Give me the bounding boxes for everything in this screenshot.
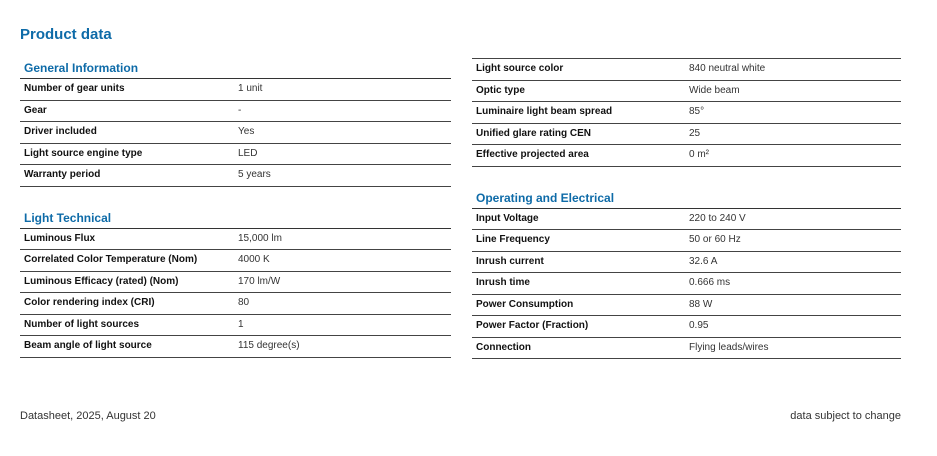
table-row	[20, 122, 451, 144]
table-row	[472, 59, 901, 81]
table-row	[472, 102, 901, 124]
row-label: Connection	[476, 341, 531, 353]
table-row	[472, 252, 901, 274]
section-heading-light-technical: Light Technical	[20, 208, 451, 229]
row-label: Light source engine type	[24, 147, 143, 159]
row-value: -	[238, 104, 242, 116]
row-value: 15,000 lm	[238, 232, 282, 244]
table-row	[20, 293, 451, 315]
row-value: Flying leads/wires	[689, 341, 769, 353]
row-value: Wide beam	[689, 84, 740, 96]
section-spacer	[20, 187, 451, 208]
row-label: Driver included	[24, 126, 97, 137]
row-value: 0 m²	[689, 149, 709, 160]
row-label: Beam angle of light source	[24, 340, 152, 351]
optical-table	[472, 58, 901, 167]
row-label: Input Voltage	[476, 212, 539, 224]
row-value: LED	[238, 147, 258, 159]
row-value: 85°	[689, 106, 705, 117]
light-technical-table	[20, 229, 451, 358]
row-label: Light source color	[476, 63, 564, 74]
row-label: Inrush current	[476, 255, 544, 267]
row-value: 1 unit	[238, 83, 263, 94]
row-value: 840 neutral white	[689, 63, 766, 74]
table-row	[20, 272, 451, 294]
row-value: 220 to 240 V	[689, 212, 746, 224]
table-row	[472, 273, 901, 295]
row-value: Yes	[238, 126, 255, 137]
table-row	[472, 81, 901, 103]
row-value: 170 lm/W	[238, 275, 281, 287]
footer-date: Datasheet, 2025, August 20	[20, 410, 156, 422]
row-value: 115 degree(s)	[238, 340, 300, 351]
table-row	[20, 336, 451, 358]
electrical-table	[472, 209, 901, 360]
section-heading-operating-electrical: Operating and Electrical	[472, 188, 901, 209]
row-value: 80	[238, 297, 250, 308]
table-row	[472, 338, 901, 360]
row-value: 0.666 ms	[689, 277, 731, 288]
row-label: Warranty period	[24, 169, 101, 180]
row-label: Unified glare rating CEN	[476, 127, 592, 139]
table-row	[472, 230, 901, 252]
section-heading-general: General Information	[20, 58, 451, 79]
row-value: 1	[238, 318, 244, 330]
table-row	[472, 145, 901, 167]
row-label: Color rendering index (CRI)	[24, 297, 155, 308]
row-label: Correlated Color Temperature (Nom)	[24, 254, 198, 265]
table-row	[472, 209, 901, 231]
row-value: 32.6 A	[689, 255, 718, 267]
row-label: Power Consumption	[476, 298, 574, 310]
row-label: Number of light sources	[24, 318, 140, 330]
right-column	[472, 58, 901, 359]
row-value: 25	[689, 127, 701, 139]
row-label: Line Frequency	[476, 234, 550, 245]
table-row	[472, 124, 901, 146]
table-row	[20, 229, 451, 251]
section-spacer	[472, 167, 901, 188]
general-table	[20, 79, 451, 187]
row-value: 0.95	[689, 320, 709, 331]
table-row	[20, 250, 451, 272]
row-value: 50 or 60 Hz	[689, 234, 741, 245]
table-row	[472, 316, 901, 338]
row-label: Gear	[24, 104, 47, 116]
row-label: Luminous Flux	[24, 232, 96, 244]
row-label: Inrush time	[476, 277, 530, 288]
table-row	[20, 79, 451, 101]
table-row	[472, 295, 901, 317]
row-label: Effective projected area	[476, 149, 589, 160]
row-value: 4000 K	[238, 254, 270, 265]
row-label: Luminaire light beam spread	[476, 106, 613, 117]
row-label: Power Factor (Fraction)	[476, 320, 589, 331]
page-title: Product data	[20, 26, 112, 43]
row-value: 5 years	[238, 169, 271, 180]
row-label: Number of gear units	[24, 83, 125, 94]
table-row	[20, 101, 451, 123]
table-row	[20, 315, 451, 337]
row-label: Luminous Efficacy (rated) (Nom)	[24, 275, 179, 287]
table-row	[20, 165, 451, 187]
row-value: 88 W	[689, 298, 713, 310]
table-row	[20, 144, 451, 166]
left-column	[20, 58, 451, 358]
footer-disclaimer: data subject to change	[790, 410, 901, 422]
row-label: Optic type	[476, 84, 525, 96]
